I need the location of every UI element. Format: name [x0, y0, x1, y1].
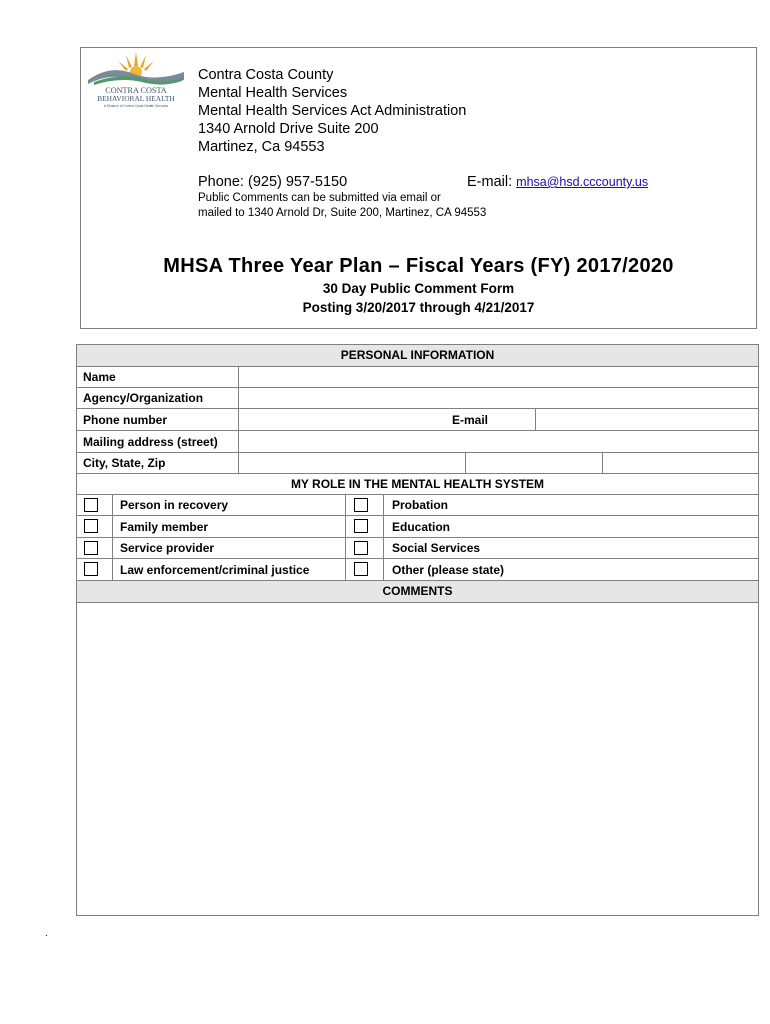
submission-note-2: mailed to 1340 Arnold Dr, Suite 200, Martinez, CA 94553: [198, 207, 487, 219]
role-social-services: Social Services: [392, 541, 481, 555]
checkbox-person-in-recovery[interactable]: [84, 498, 98, 512]
name-row: [77, 367, 758, 388]
name-field[interactable]: [239, 367, 758, 387]
contra-costa-logo: [86, 50, 186, 108]
org-line-1: Contra Costa County: [198, 67, 334, 83]
org-line-2: Mental Health Services: [198, 85, 348, 101]
mailing-field[interactable]: [239, 431, 758, 452]
comments-field[interactable]: [77, 603, 758, 915]
org-line-4: 1340 Arnold Drive Suite 200: [198, 121, 379, 137]
checkbox-social-services[interactable]: [354, 541, 368, 555]
checkbox-law-enforcement[interactable]: [84, 562, 98, 576]
role-other: Other (please state): [392, 563, 505, 577]
role-row-1: [77, 495, 758, 516]
mailing-row: [77, 431, 758, 453]
comments-header: [77, 581, 758, 603]
city-row: [77, 453, 758, 474]
role-row-3: [77, 538, 758, 559]
phone-label: Phone number: [83, 413, 168, 427]
mailing-label: Mailing address (street): [83, 435, 218, 449]
role-header: [77, 474, 758, 495]
email-label: E-mail:: [467, 174, 513, 190]
state-field[interactable]: [466, 453, 602, 473]
plan-title: MHSA Three Year Plan – Fiscal Years (FY) 2017/2020: [163, 255, 674, 277]
logo-text-3: A Division of Contra Costa Health Services: [103, 104, 169, 108]
email-block: [467, 173, 648, 191]
agency-label: Agency/Organization: [83, 391, 204, 405]
role-law-enforcement: Law enforcement/criminal justice: [120, 563, 310, 577]
role-education: Education: [392, 520, 451, 534]
role-row-4: [77, 559, 758, 581]
phone-text: Phone: (925) 957-5150: [198, 174, 348, 190]
role-probation: Probation: [392, 498, 448, 512]
role-row-2: [77, 516, 758, 538]
checkbox-service-provider[interactable]: [84, 541, 98, 555]
checkbox-other[interactable]: [354, 562, 368, 576]
checkbox-education[interactable]: [354, 519, 368, 533]
phone-email-row: [77, 409, 758, 431]
agency-field[interactable]: [239, 388, 758, 408]
agency-row: [77, 388, 758, 409]
form-subtitle: 30 Day Public Comment Form: [322, 281, 515, 296]
role-title: MY ROLE IN THE MENTAL HEALTH SYSTEM: [290, 477, 545, 491]
role-person-in-recovery: Person in recovery: [120, 498, 229, 512]
role-service-provider: Service provider: [120, 541, 215, 555]
email-link[interactable]: mhsa@hsd.cccounty.us: [516, 175, 649, 189]
email-field-label: E-mail: [452, 413, 489, 427]
posting-dates: Posting 3/20/2017 through 4/21/2017: [302, 300, 535, 315]
submission-note-1: Public Comments can be submitted via email or: [198, 192, 441, 204]
email-field[interactable]: [536, 409, 758, 430]
personal-info-title: PERSONAL INFORMATION: [340, 348, 495, 362]
comments-title: COMMENTS: [382, 584, 453, 598]
org-line-3: Mental Health Services Act Administration: [198, 103, 467, 119]
checkbox-probation[interactable]: [354, 498, 368, 512]
name-label: Name: [83, 370, 116, 384]
personal-info-header: [77, 345, 758, 367]
footer-mark: .: [45, 928, 48, 939]
checkbox-family-member[interactable]: [84, 519, 98, 533]
phone-field[interactable]: [239, 409, 447, 430]
logo-text-2: BEHAVIORAL HEALTH: [97, 94, 175, 103]
logo-text-1: CONTRA COSTA: [105, 86, 167, 95]
org-line-5: Martinez, Ca 94553: [198, 139, 325, 155]
comment-form: [76, 344, 759, 916]
zip-field[interactable]: [603, 453, 758, 473]
city-field[interactable]: [239, 453, 465, 473]
city-label: City, State, Zip: [83, 456, 166, 470]
role-family-member: Family member: [120, 520, 209, 534]
